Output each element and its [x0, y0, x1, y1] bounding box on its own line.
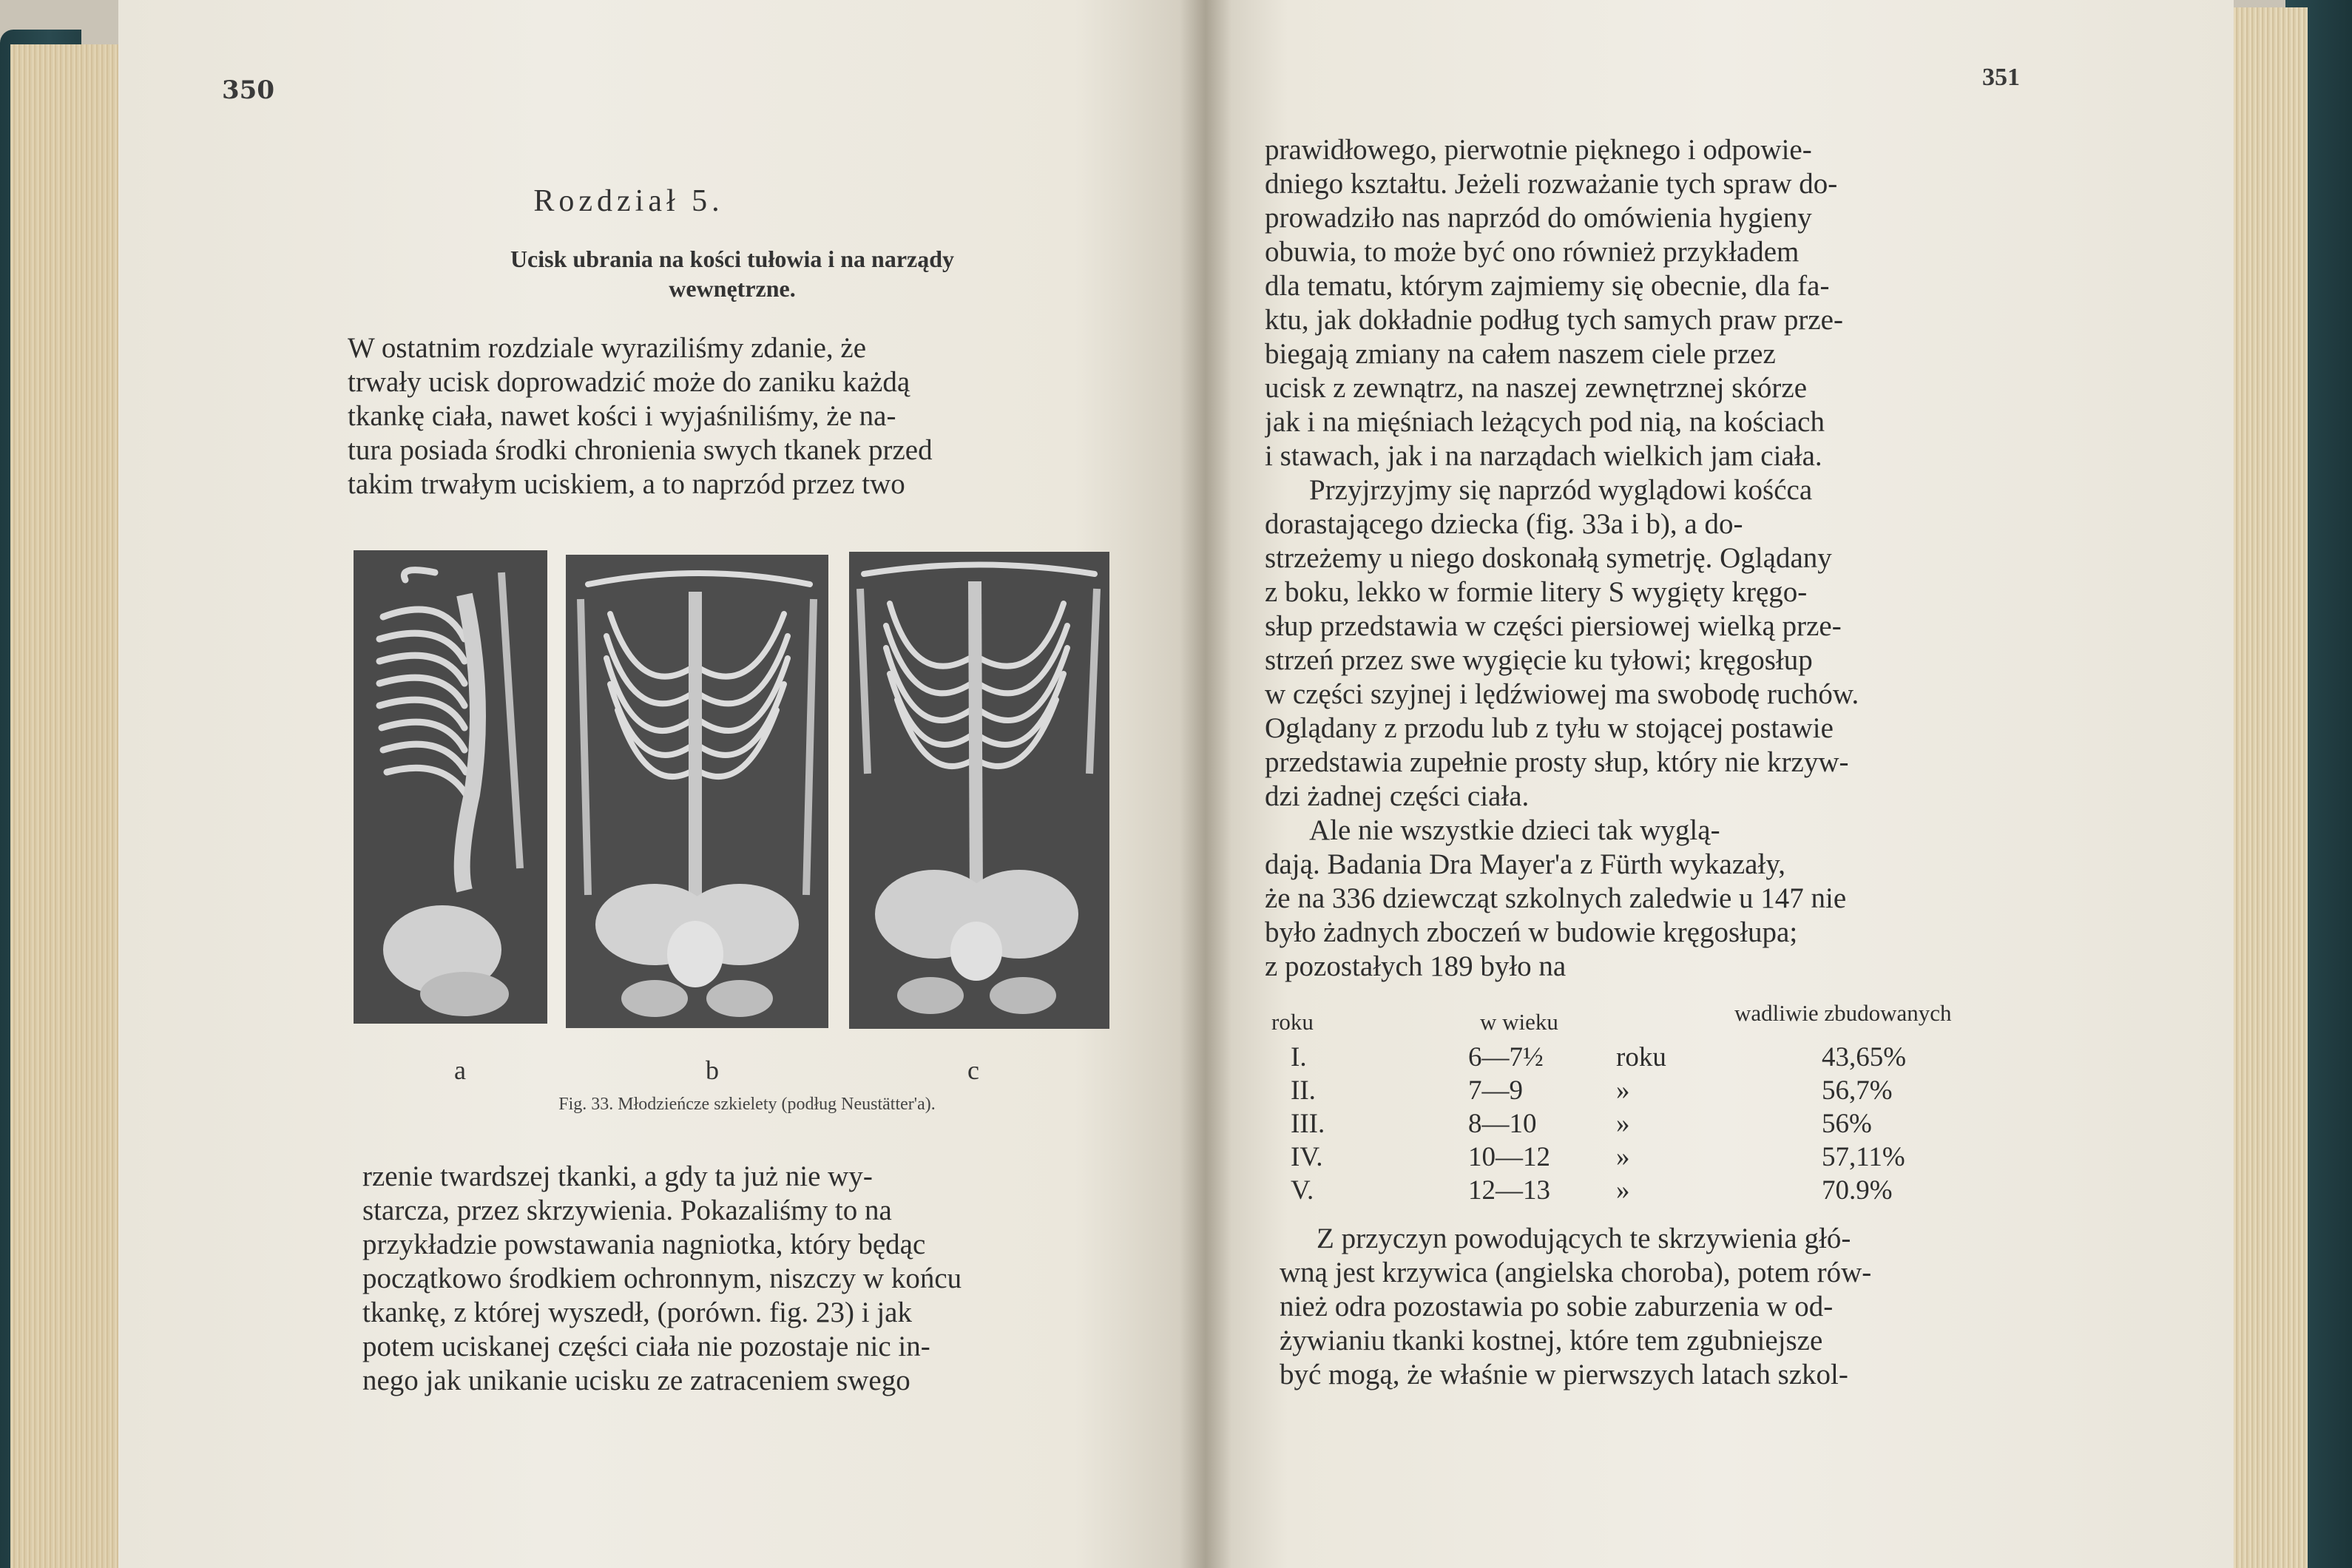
table-cell: 12—13 — [1468, 1175, 1550, 1206]
table-row — [1268, 1108, 2023, 1141]
figure-label-c: c — [967, 1055, 979, 1085]
table-cell: II. — [1291, 1075, 1316, 1106]
page-number-right: 351 — [1982, 64, 2020, 91]
text-line: tkankę, z której wyszedł, (porówn. fig. 23) i jak — [362, 1297, 912, 1328]
text-line: trwały ucisk doprowadzić może do zaniku każdą — [348, 366, 910, 398]
text-line: nego jak unikanie ucisku ze zatraceniem swego — [362, 1365, 910, 1396]
text-line: i stawach, jak i na narządach wielkich jam ciała. — [1265, 440, 1822, 472]
text-line: starcza, przez skrzywienia. Pokazaliśmy to na — [362, 1194, 892, 1226]
text-line: żywianiu tkanki kostnej, które tem zgubniejsze — [1280, 1325, 1823, 1356]
figure-label-b: b — [706, 1055, 719, 1085]
text-line: było żadnych zboczeń w budowie kręgosłupa; — [1265, 916, 1798, 948]
table-cell: » — [1616, 1109, 1630, 1139]
text-line: prawidłowego, pierwotnie pięknego i odpowie- — [1265, 134, 1812, 166]
table-row — [1268, 1041, 2023, 1075]
table-cell: III. — [1291, 1109, 1325, 1139]
text-line: dla tematu, którym zajmiemy się obecnie, dla fa- — [1265, 270, 1830, 302]
text-line: w części szyjnej i lędźwiowej ma swobodę ruchów. — [1265, 678, 1859, 710]
text-line: W ostatnim rozdziale wyraziliśmy zdanie, że — [348, 332, 867, 364]
skeleton-figure — [348, 547, 1117, 1035]
text-line: dzi żadnej części ciała. — [1265, 780, 1530, 812]
text-line: z boku, lekko w formie litery S wygięty kręgo- — [1265, 576, 1808, 608]
right-paragraphs-top — [1265, 133, 2019, 984]
chapter-heading: Rozdział 5. — [533, 184, 724, 218]
table-row — [1268, 1141, 2023, 1175]
table-header-cell: roku — [1271, 1009, 1314, 1035]
table-cell: » — [1616, 1142, 1630, 1172]
skeleton-photo-a — [354, 550, 547, 1024]
table-cell: 43,65% — [1822, 1042, 1907, 1072]
right-paragraph-4 — [1280, 1222, 2019, 1392]
text-line: przykładzie powstawania nagniotka, który będąc — [362, 1229, 926, 1260]
scoliosis-table — [1268, 1000, 2023, 1208]
table-cell: » — [1616, 1175, 1630, 1206]
text-line: potem uciskanej części ciała nie pozostaje nic in- — [362, 1331, 930, 1362]
text-line: wną jest krzywica (angielska choroba), potem rów- — [1280, 1257, 1872, 1288]
table-header-cell: wadliwie zbudowanych — [1734, 1000, 1952, 1026]
text-line: ktu, jak dokładnie podług tych samych praw prze- — [1265, 304, 1843, 336]
text-line: Z przyczyn powodujących te skrzywienia głó- — [1317, 1223, 1851, 1254]
table-cell: roku — [1616, 1042, 1666, 1072]
table-cell: I. — [1291, 1042, 1307, 1072]
text-line: nież odra pozostawia po sobie zaburzenia w od- — [1280, 1291, 1834, 1322]
table-cell: IV. — [1291, 1142, 1323, 1172]
text-line: z pozostałych 189 było na — [1265, 950, 1567, 982]
table-cell: 70.9% — [1822, 1175, 1893, 1206]
table-cell: » — [1616, 1075, 1630, 1106]
skeleton-photo-c — [849, 552, 1109, 1029]
figure-label-a: a — [454, 1055, 466, 1085]
table-cell: 56% — [1822, 1109, 1872, 1139]
text-line: przedstawia zupełnie prosty słup, który nie krzyw- — [1265, 746, 1849, 778]
text-line: dorastającego dziecka (fig. 33a i b), a do- — [1265, 508, 1743, 540]
text-line: tura posiada środki chronienia swych tkanek przed — [348, 434, 933, 466]
text-line: dniego kształtu. Jeżeli rozważanie tych spraw do- — [1265, 168, 1838, 200]
text-line: że na 336 dziewcząt szkolnych zaledwie u 147 nie — [1265, 882, 1847, 914]
text-line: tkankę ciała, nawet kości i wyjaśniliśmy, że na- — [348, 400, 896, 432]
page-number-left: 350 — [222, 75, 274, 105]
page-edges-left — [10, 44, 129, 1568]
table-cell: 57,11% — [1822, 1142, 1905, 1172]
text-line: Przyjrzyjmy się naprzód wyglądowi kośćca — [1309, 474, 1813, 506]
table-header-cell: w wieku — [1480, 1009, 1558, 1035]
book-gutter — [1180, 0, 1231, 1568]
text-line: biegają zmiany na całem naszem ciele przez — [1265, 338, 1776, 370]
text-line: początkowo środkiem ochronnym, niszczy w końcu — [362, 1263, 962, 1294]
table-header — [1268, 1000, 2023, 1041]
text-line: być mogą, że właśnie w pierwszych latach szkol- — [1280, 1359, 1848, 1390]
text-line: strzeń przez swe wygięcie ku tyłowi; kręgosłup — [1265, 644, 1813, 676]
text-line: Oglądany z przodu lub z tyłu w stojącej postawie — [1265, 712, 1834, 744]
text-line: strzeżemy u niego doskonałą symetrję. Oglądany — [1265, 542, 1832, 574]
table-cell: 6—7½ — [1468, 1042, 1544, 1072]
table-cell: 7—9 — [1468, 1075, 1523, 1106]
text-line: prowadziło nas naprzód do omówienia hygieny — [1265, 202, 1812, 234]
table-row — [1268, 1075, 2023, 1108]
text-line: obuwia, to może być ono również przykładem — [1265, 236, 1800, 268]
text-line: dają. Badania Dra Mayer'a z Fürth wykazały, — [1265, 848, 1786, 880]
table-cell: 8—10 — [1468, 1109, 1537, 1139]
text-line: słup przedstawia w części piersiowej wielką prze- — [1265, 610, 1842, 642]
subtitle-line: wewnętrzne. — [669, 275, 796, 302]
skeleton-photo-b — [566, 555, 828, 1028]
table-cell: 56,7% — [1822, 1075, 1893, 1106]
text-line: jak i na mięśniach leżących pod nią, na kościach — [1265, 406, 1825, 438]
table-cell: V. — [1291, 1175, 1314, 1206]
table-row — [1268, 1175, 2023, 1208]
figure-caption: Fig. 33. Młodzieńcze szkielety (podług Neustätter'a). — [558, 1095, 936, 1114]
left-paragraph-2 — [362, 1160, 1117, 1398]
text-line: rzenie twardszej tkanki, a gdy ta już nie wy- — [362, 1160, 873, 1192]
chapter-subtitle — [414, 244, 1050, 303]
left-paragraph-1 — [348, 331, 1117, 501]
table-cell: 10—12 — [1468, 1142, 1550, 1172]
text-line: takim trwałym uciskiem, a to naprzód przez two — [348, 468, 905, 500]
text-line: ucisk z zewnątrz, na naszej zewnętrznej skórze — [1265, 372, 1808, 404]
text-line: Ale nie wszystkie dzieci tak wyglą- — [1309, 814, 1720, 846]
subtitle-line: Ucisk ubrania na kości tułowia i na narządy — [510, 246, 955, 272]
